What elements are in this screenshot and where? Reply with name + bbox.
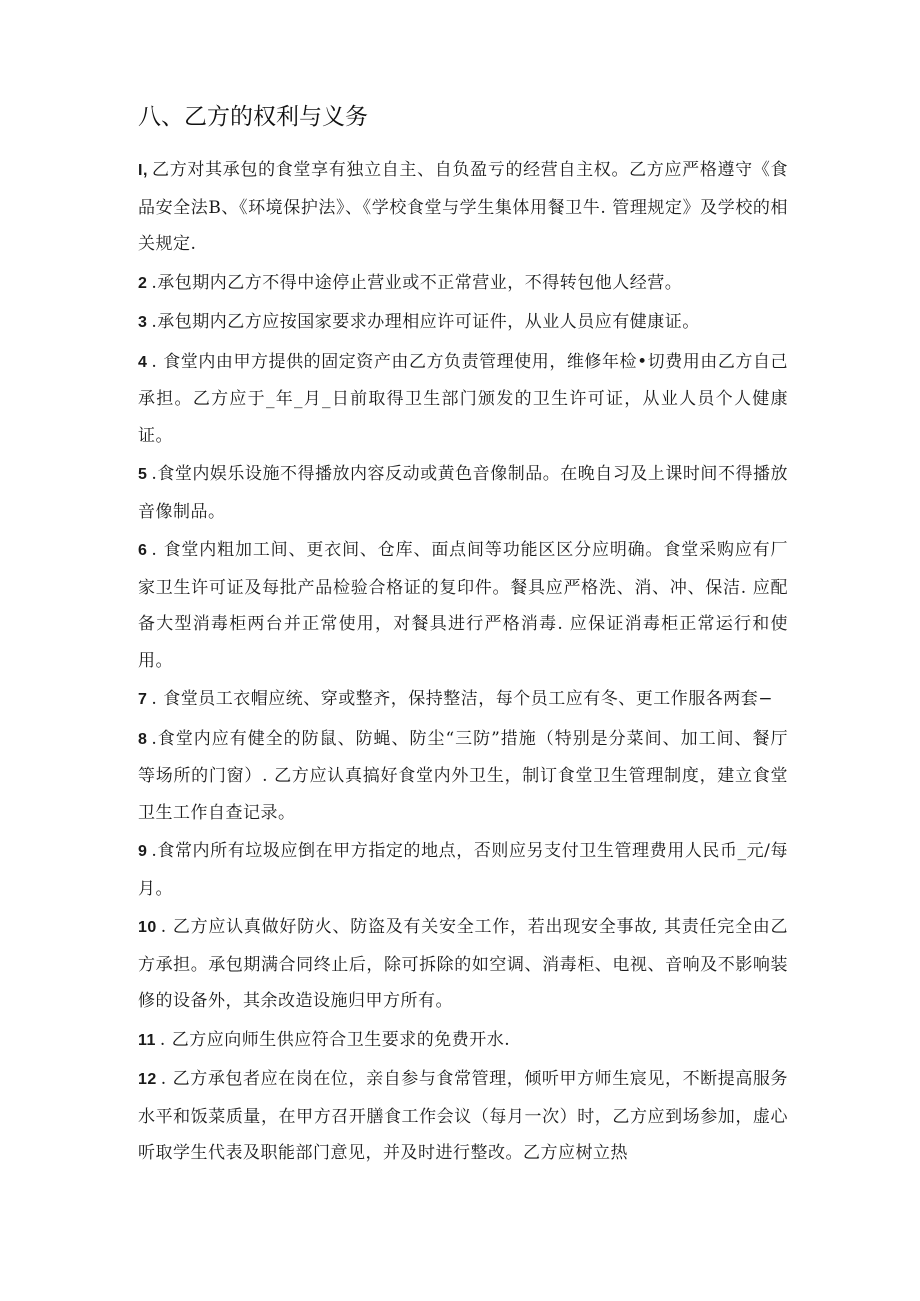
clause-text: .食常内所有垃圾应倒在甲方指定的地点，否则应另支付卫生管理费用人民币_元/每月。: [138, 841, 788, 899]
clause-number: 6: [138, 542, 148, 559]
clause-number: 7: [138, 691, 148, 708]
clause-list: [138, 152, 788, 1174]
clause-text: 乙方对其承包的食堂享有独立自主、自负盈亏的经营自主权。乙方应严格遵守《食品安全法B、《环境保护法》、《学校食堂与学生集体用餐卫牛. 管理规定》及学校的相关规定.: [138, 160, 788, 254]
clause-number: 11: [138, 1031, 156, 1049]
clause-text: . 乙方应认真做好防火、防盗及有关安全工作，若出现安全事故, 其责任完全由乙方承担。承包期满合同终止后，除可拆除的如空调、消毒柜、电视、音响及不影响装修的设备外，其余改造设施归甲方所有。: [138, 917, 788, 1011]
clause-number: 3: [138, 314, 148, 331]
clause-item: [138, 265, 788, 303]
clause-text: . 乙方承包者应在岗在位，亲自参与食常管理，倾听甲方师生宸见，不断提高服务水平和饭菜质量，在甲方召开膳食工作会议（每月一次）时，乙方应到场参加，虚心听取学生代表及职能部门意见，并及时进行整改。乙方应树立热: [138, 1069, 788, 1163]
clause-item: [138, 1022, 788, 1060]
clause-number: I,: [138, 162, 148, 179]
clause-number: 10: [138, 919, 157, 936]
clause-item: [138, 344, 788, 455]
clause-item: [138, 532, 788, 679]
clause-text: .承包期内乙方不得中途停止营业或不正常营业，不得转包他人经营。: [151, 272, 683, 293]
clause-number: 12: [138, 1071, 157, 1088]
clause-text: . 乙方应向师生供应符合卫生要求的免费开水.: [159, 1029, 511, 1050]
clause-item: [138, 456, 788, 530]
clause-item: [138, 152, 788, 263]
clause-item: [138, 681, 788, 719]
clause-text: . 食堂员工衣帽应统、穿或整齐，保持整洁，每个员工应有冬、更工作服各两套−: [151, 689, 773, 709]
clause-text: .承包期内乙方应按国家要求办理相应许可证件，从业人员应有健康证。: [151, 312, 700, 332]
clause-text: . 食堂内粗加工间、更衣间、仓库、面点间等功能区区分应明确。食堂采购应有厂家卫生许可证及每批产品检验合格证的复印件。餐具应严格洗、消、冲、保洁. 应配备大型消毒柜两台并正常使用，对餐具进行严格消毒. 应保证消毒柜正常运行和使用。: [138, 540, 788, 671]
clause-text: .食堂内娱乐设施不得播放内容反动或黄色音像制品。在晚自习及上课时间不得播放音像制品。: [138, 464, 788, 522]
clause-text: .食堂内应有健全的防鼠、防蝇、防尘“三防”措施（特别是分菜间、加工间、餐厅等场所的门窗）. 乙方应认真搞好食堂内外卫生，制订食堂卫生管理制度，建立食堂卫生工作自查记录。: [138, 728, 788, 823]
clause-item: [138, 721, 788, 832]
clause-number: 9: [138, 843, 148, 860]
clause-item: [138, 833, 788, 907]
clause-number: 2: [138, 274, 148, 292]
clause-item: [138, 909, 788, 1020]
clause-number: 4: [138, 353, 148, 371]
clause-item: [138, 1061, 788, 1172]
clause-number: 5: [138, 466, 148, 483]
clause-item: [138, 304, 788, 342]
clause-text: . 食堂内由甲方提供的固定资产由乙方负责管理使用，维修年检•切费用由乙方自己承担。乙方应于_年_月_日前取得卫生部门颁发的卫生许可证，从业人员个人健康证。: [138, 351, 788, 446]
clause-number: 8: [138, 730, 148, 748]
section-heading: 八、乙方的权利与义务: [138, 104, 368, 130]
